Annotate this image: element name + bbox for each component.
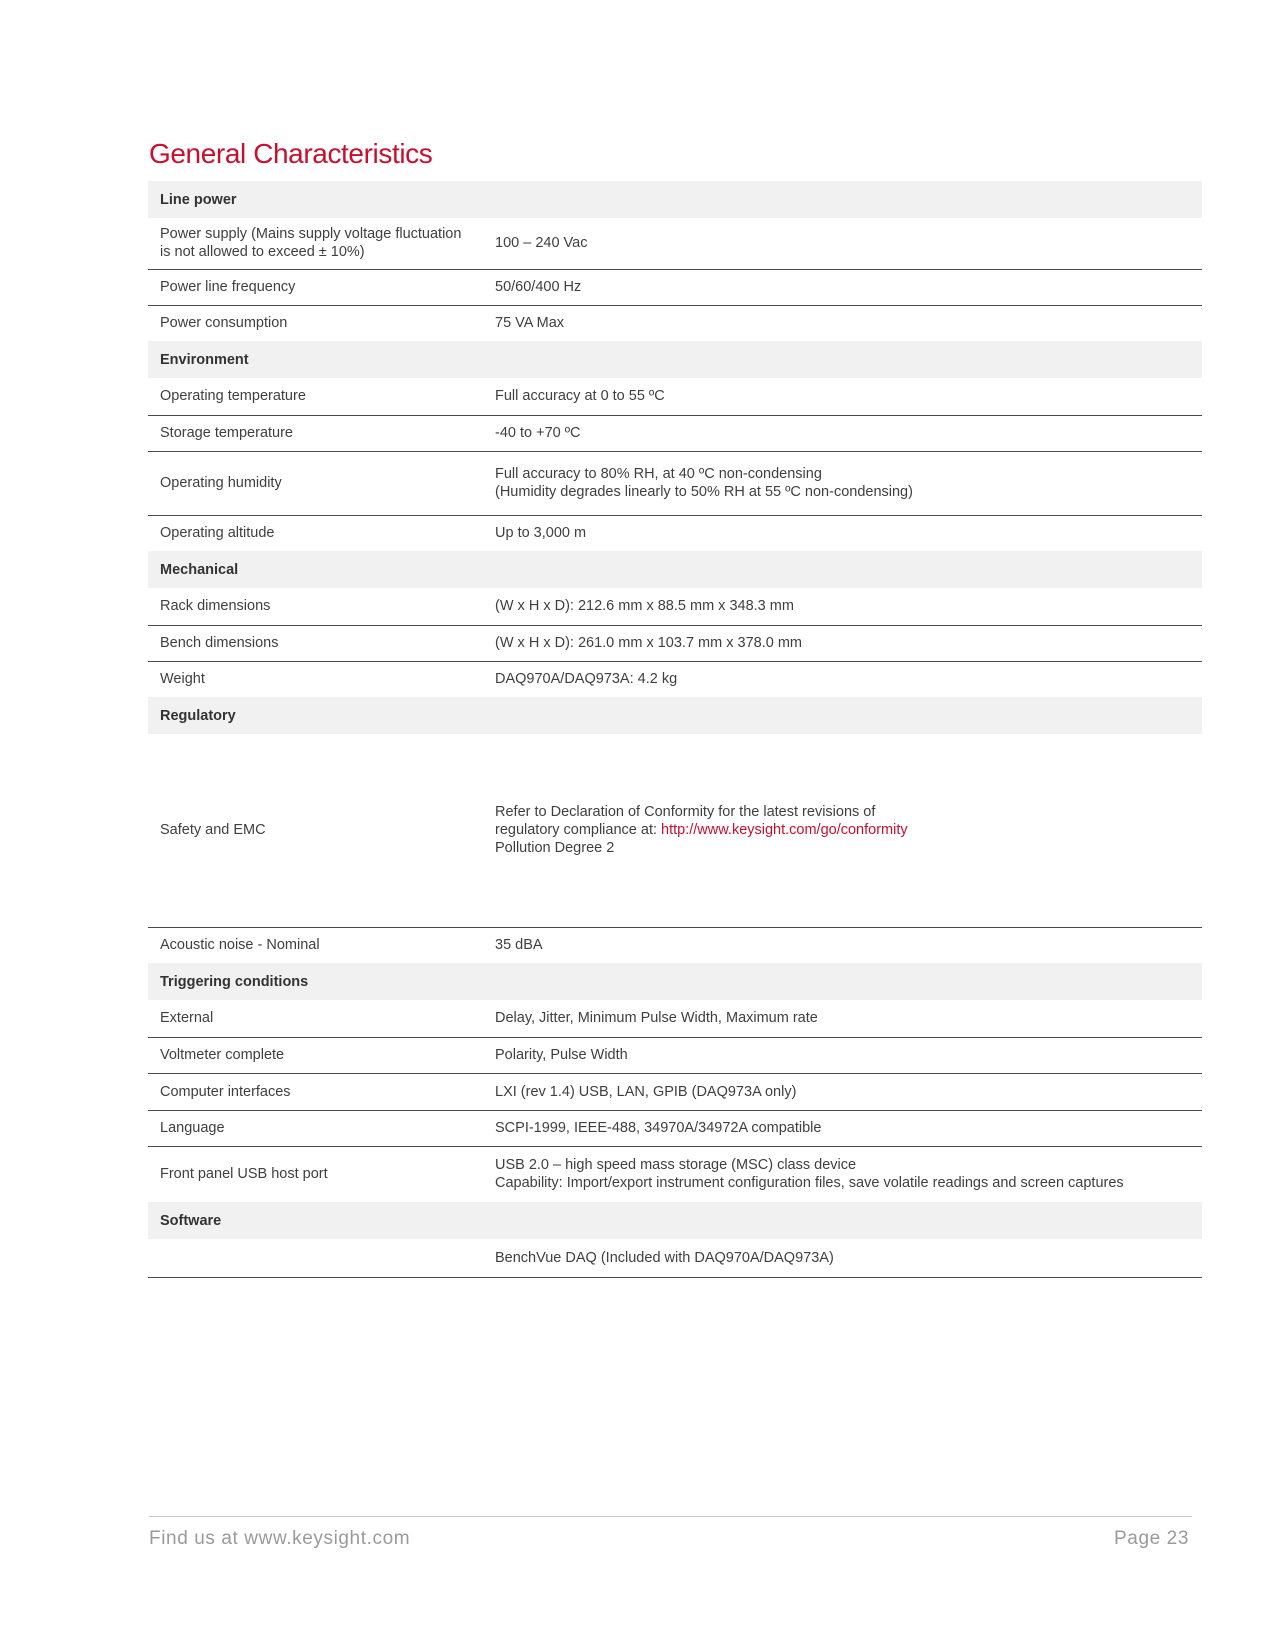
spec-row-front-panel-usb — [148, 1146, 1202, 1202]
spec-value: 100 – 240 Vac — [483, 218, 1202, 269]
spec-label: Power consumption — [160, 315, 288, 332]
spec-row-computer-interfaces — [148, 1073, 1202, 1110]
spec-row-power-line-frequency — [148, 269, 1202, 305]
spec-label: Safety and EMC — [148, 734, 483, 927]
spec-value: Polarity, Pulse Width — [483, 1037, 1202, 1073]
spec-row-rack-dimensions — [148, 588, 1202, 625]
spec-row-acoustic-noise — [148, 927, 1202, 963]
section-heading: Line power — [148, 181, 483, 218]
spec-value: Up to 3,000 m — [495, 525, 587, 542]
spec-row-language — [148, 1110, 1202, 1146]
spec-label: Operating temperature — [148, 378, 483, 415]
spec-value-text: regulatory compliance at: — [495, 822, 662, 839]
spec-value-line: Pollution Degree 2 — [495, 840, 615, 857]
spec-value: Full accuracy at 0 to 55 ºC — [483, 378, 1202, 415]
spec-label: Power line frequency — [148, 269, 483, 305]
spec-value: SCPI-1999, IEEE-488, 34970A/34972A compatible — [483, 1110, 1202, 1146]
spec-label: Front panel USB host port — [160, 1166, 328, 1183]
spec-value: Delay, Jitter, Minimum Pulse Width, Maximum rate — [483, 1000, 1202, 1037]
spec-row-software — [148, 1239, 1202, 1277]
spec-label: Voltmeter complete — [148, 1037, 483, 1073]
section-header-mechanical — [148, 551, 1202, 588]
spec-row-voltmeter-complete — [148, 1037, 1202, 1073]
section-header-triggering-conditions — [148, 963, 1202, 1000]
spec-value: (W x H x D): 212.6 mm x 88.5 mm x 348.3 mm — [483, 588, 1202, 625]
spec-label: Language — [148, 1110, 483, 1146]
spec-label: Storage temperature — [148, 415, 483, 451]
spec-value-line: USB 2.0 – high speed mass storage (MSC) class device — [495, 1157, 857, 1174]
spec-row-storage-temperature — [148, 415, 1202, 451]
spec-value-line — [495, 821, 1190, 839]
section-heading: Software — [148, 1202, 483, 1239]
spec-value — [483, 451, 1202, 515]
spec-value: (W x H x D): 261.0 mm x 103.7 mm x 378.0 mm — [483, 625, 1202, 661]
spec-value-line: (Humidity degrades linearly to 50% RH at 55 ºC non-condensing) — [495, 484, 913, 500]
spec-value: 50/60/400 Hz — [483, 269, 1202, 305]
page-number: Page 23 — [1114, 1528, 1189, 1549]
spec-row-operating-altitude — [148, 515, 1202, 551]
spec-label: Operating humidity — [148, 451, 483, 515]
spec-label: Power supply (Mains supply voltage fluctuation is not allowed to exceed ± 10%) — [148, 218, 483, 269]
spec-row-power-consumption — [148, 305, 1202, 341]
spec-value: 35 dBA — [495, 937, 543, 954]
spec-value: 75 VA Max — [495, 315, 565, 332]
spec-label: Weight — [160, 671, 205, 688]
spec-row-operating-humidity — [148, 451, 1202, 515]
spec-value-line: Refer to Declaration of Conformity for the latest revisions of — [495, 804, 876, 821]
specifications-table — [148, 181, 1202, 1278]
spec-value: -40 to +70 ºC — [483, 415, 1202, 451]
spec-value — [483, 734, 1202, 927]
spec-label: External — [148, 1000, 483, 1037]
spec-row-safety-and-emc — [148, 734, 1202, 927]
spec-label: Rack dimensions — [148, 588, 483, 625]
spec-value: BenchVue DAQ (Included with DAQ970A/DAQ973A) — [483, 1239, 1202, 1277]
spec-value-line: Full accuracy to 80% RH, at 40 ºC non-condensing — [495, 466, 822, 482]
footer-divider — [149, 1516, 1192, 1517]
section-header-environment — [148, 341, 1202, 378]
spec-label — [148, 1239, 483, 1277]
spec-value-line: Capability: Import/export instrument configuration files, save volatile readings and screen captures — [495, 1175, 1124, 1192]
spec-value: DAQ970A/DAQ973A: 4.2 kg — [495, 671, 678, 688]
spec-label: Bench dimensions — [148, 625, 483, 661]
spec-row-bench-dimensions — [148, 625, 1202, 661]
section-heading: Regulatory — [148, 697, 483, 734]
spec-row-power-supply — [148, 218, 1202, 269]
spec-row-operating-temperature — [148, 378, 1202, 415]
section-heading: Triggering conditions — [148, 963, 483, 1000]
spec-row-external — [148, 1000, 1202, 1037]
section-header-software — [148, 1202, 1202, 1239]
section-header-line-power — [148, 181, 1202, 218]
section-header-regulatory — [148, 697, 1202, 734]
spec-value — [483, 1146, 1202, 1202]
spec-value: LXI (rev 1.4) USB, LAN, GPIB (DAQ973A only) — [483, 1073, 1202, 1110]
spec-row-weight — [148, 661, 1202, 697]
section-heading: Mechanical — [148, 551, 483, 588]
page-title: General Characteristics — [149, 138, 433, 169]
section-heading: Environment — [148, 341, 483, 378]
spec-label: Acoustic noise - Nominal — [160, 937, 320, 954]
spec-label: Operating altitude — [160, 525, 275, 542]
footer-website-text: Find us at www.keysight.com — [149, 1528, 411, 1549]
spec-label: Computer interfaces — [148, 1073, 483, 1110]
conformity-link[interactable]: http://www.keysight.com/go/conformity — [661, 822, 908, 839]
